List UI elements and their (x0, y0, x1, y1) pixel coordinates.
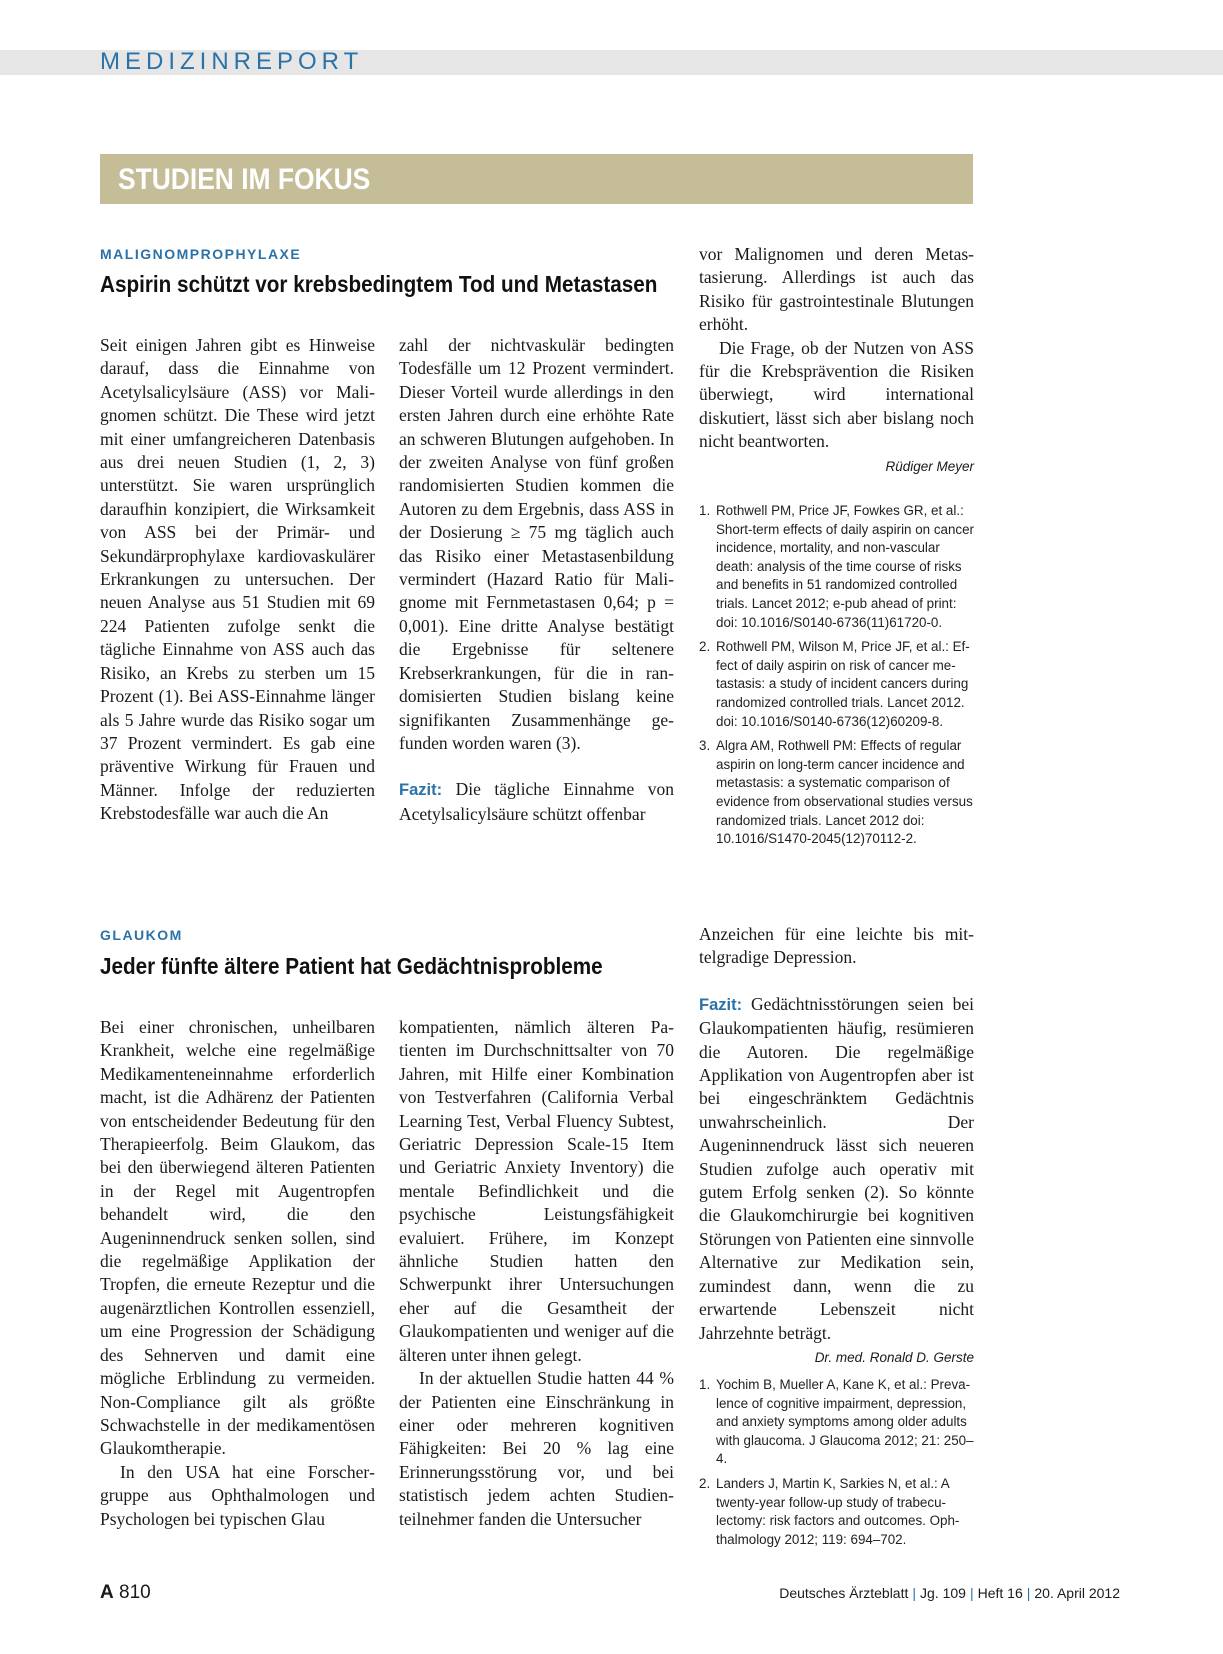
journal-issue: Heft 16 (977, 1585, 1023, 1601)
article1-paragraph: vor Malignomen und deren Metastasierung. Allerdings ist auch das Risiko für gastrointestinale Blutungen erhöht. (699, 244, 974, 335)
page-number-value: 810 (119, 1582, 151, 1603)
article2-column-2 (399, 1016, 674, 1531)
article2-paragraph: In der aktuellen Studie hatten 44 % der Patienten eine Einschränkung in einer oder mehreren kognitiven Fähigkeiten: Bei 20 % lag eine Erinnerungsstörung vor, und bei statistisch jedem achten Studienteilnehmer fanden die Untersucher (399, 1368, 674, 1529)
separator: | (969, 1585, 974, 1601)
article2-title: Jeder fünfte ältere Patient hat Gedächtnisprobleme (100, 953, 603, 979)
fazit-label: Fazit: (399, 781, 443, 800)
reference-text: Algra AM, Rothwell PM: Effects of regular aspirin on long-term cancer incidence and metastasis: a systematic comparison of evidence from observational studies versus randomized trials. Lancet 2012 doi: 10.1016/S1470-2045(12)70112-2. (716, 738, 973, 847)
reference-number: 1. (699, 503, 711, 518)
reference-item (699, 1376, 974, 1469)
article2-column-1 (100, 1016, 375, 1531)
fazit-text: Die tägliche Einnahme von Acetylsalicylsäure schützt offenbar (399, 779, 674, 824)
reference-number: 2. (699, 1475, 711, 1491)
article1-paragraph: zahl der nichtvaskulär bedingten Todesfälle um 12 Prozent vermindert. Dieser Vorteil wurde allerdings in den ersten Jahren durch eine erhöhte Rate an schweren Blutungen aufgehoben. In der zweiten Analyse von fünf großen randomisierten Studien kommen die Autoren zu dem Ergebnis, dass ASS in der Dosierung ≥ 75 mg täglich auch das Risiko einer Metastasenbildung vermindert (Hazard Ratio für Malignome mit Fernmetastasen 0,64; p = 0,001). Eine dritte Analyse bestätigt die Ergebnisse für seltenere Krebserkrankungen, für die in randomisierten Studien bislang keine signifikanten Zusammenhänge gefunden worden waren (3). (399, 335, 674, 753)
reference-text: Rothwell PM, Price JF, Fowkes GR, et al.: Short-term effects of daily aspirin on cancer incidence, mortality, and non-vascular death: analysis of the time course of risks and benefits in 51 randomized controlled trials. Lancet 2012; e-pub ahead of print: doi: 10.1016/S0140-6736(11)61720-0. (716, 503, 975, 630)
page-prefix: A (100, 1582, 114, 1603)
article1-references (699, 502, 974, 855)
article2-kicker: GLAUKOM (100, 927, 183, 943)
section-label: MEDIZINREPORT (100, 48, 364, 75)
journal-date: 20. April 2012 (1034, 1585, 1120, 1601)
journal-info (779, 1584, 1120, 1602)
reference-item (699, 638, 974, 731)
fazit-text: Gedächtnisstörungen seien bei Glaukompatienten häufig, resümieren die Autoren. Die regelmäßige Applikation von Augentropfen aber ist bei eingeschränktem Gedächtnis unwahrscheinlich. Der Augeninnendruck lässt sich neueren Studien zufolge auch operativ mit gutem Erfolg senken (2). So könnte die Glaukomchirurgie bei kognitiven Störungen von Patienten eine sinnvolle Alternative zur Medikation sein, zumindest dann, wenn die zu erwartende Lebenszeit nicht Jahrzehnte beträgt. (699, 993, 974, 1343)
article2-paragraph: In den USA hat eine Forschergruppe aus Ophthalmologen und Psychologen bei typischen Glau (100, 1461, 375, 1529)
article2-references (699, 1376, 974, 1555)
reference-item (699, 1475, 974, 1549)
article1-column-3 (699, 243, 974, 478)
journal-name: Deutsches Ärzteblatt (779, 1585, 909, 1601)
article2-column-3 (699, 923, 974, 1369)
page-number (100, 1582, 151, 1604)
separator: | (912, 1585, 917, 1601)
article1-column-1 (100, 334, 375, 826)
article1-paragraph: Die Frage, ob der Nutzen von ASS für die Krebsprävention die Risiken überwiegt, wird international diskutiert, lässt sich aber bislang noch nicht beantworten. (699, 337, 974, 452)
separator: | (1026, 1585, 1031, 1601)
article2-paragraph: Anzeichen für eine leichte bis mittelgradige Depression. (699, 924, 974, 968)
reference-number: 3. (699, 738, 711, 754)
reference-number: 1. (699, 1377, 711, 1392)
reference-item (699, 502, 974, 632)
reference-text: Rothwell PM, Wilson M, Price JF, et al.: Effect of daily aspirin on risk of cancer metastasis: a study of incident cancers during randomized controlled trials. Lancet 2012. doi: 10.1016/S0140-6736(12)60209-8. (716, 639, 970, 729)
article1-author: Rüdiger Meyer (885, 458, 974, 474)
article1-column-2 (399, 334, 674, 826)
banner (100, 154, 973, 204)
article1-title: Aspirin schützt vor krebsbedingtem Tod und Metastasen (100, 271, 658, 297)
article1-paragraph: Seit einigen Jahren gibt es Hinweise darauf, dass die Einnahme von Acetylsalicylsäure (ASS) vor Malignomen schützt. Die These wird jetzt mit einer umfangreicheren Datenbasis aus drei neuen Studien (1, 2, 3) unterstützt. Sie waren ursprünglich daraufhin konzipiert, die Wirksamkeit von ASS bei der Primär- und Sekundärprophylaxe kardiovaskulärer Erkrankungen zu untersuchen. Der neuen Analyse aus 51 Studien mit 69 224 Patienten zufolge senkt die tägliche Einnahme von ASS auch das Risiko, an Krebs zu sterben um 15 Prozent (1). Bei ASS-Einnahme länger als 5 Jahre wurde das Risiko sogar um 37 Prozent vermindert. Es gab eine präventive Wirkung für Frauen und Männer. Infolge der reduzierten Krebstodesfälle war auch die An (100, 335, 375, 824)
reference-text: Yochim B, Mueller A, Kane K, et al.: Prevalence of cognitive impairment, depression, and anxiety symptoms among older adults with glaucoma. J Glaucoma 2012; 21: 250–4. (716, 1377, 974, 1467)
reference-number: 2. (699, 639, 711, 655)
article2-author: Dr. med. Ronald D. Gerste (814, 1349, 974, 1365)
article1-fazit (399, 778, 674, 826)
article2-fazit (699, 993, 974, 1345)
reference-item (699, 737, 974, 849)
article2-paragraph: Bei einer chronischen, unheilbaren Krankheit, welche eine regelmäßige Medikamenteneinnahme erforderlich macht, ist die Adhärenz der Patienten von entscheidender Bedeutung für den Therapieerfolg. Beim Glaukom, das bei den überwiegend älteren Patienten in der Regel mit Augentropfen behandelt wird, die den Augeninnendruck senken sollen, sind die regelmäßige Applikation der Tropfen, die erneute Rezeptur und die augenärztlichen Kontrollen essenziell, um eine Progression der Schädigung des Sehnerven und damit eine mögliche Erblindung zu vermeiden. Non-Compliance gilt als größte Schwachstelle in der medikamentösen Glaukomtherapie. (100, 1017, 375, 1459)
reference-text: Landers J, Martin K, Sarkies N, et al.: A twenty-year follow-up study of trabeculectomy: risk factors and outcomes. Ophthalmology 2012; 119: 694–702. (716, 1475, 960, 1547)
banner-title: STUDIEN IM FOKUS (118, 163, 371, 196)
fazit-label: Fazit: (699, 995, 743, 1014)
article2-paragraph: kompatienten, nämlich älteren Patienten im Durchschnittsalter von 70 Jahren, mit Hilfe einer Kombination von Testverfahren (California Verbal Learning Test, Verbal Fluency Subtest, Geriatric Depression Scale-15 Item und Geriatric Anxiety Inventory) die mentale Befindlichkeit und die psychische Leistungsfähigkeit evaluiert. Frühere, im Konzept ähnliche Studien hatten den Schwerpunkt ihrer Untersuchungen eher auf die Gesamtheit der Glaukompatienten und weniger auf die älteren unter ihnen gelegt. (399, 1017, 674, 1365)
article1-kicker: MALIGNOMPROPHYLAXE (100, 246, 302, 262)
journal-volume: Jg. 109 (920, 1585, 966, 1601)
